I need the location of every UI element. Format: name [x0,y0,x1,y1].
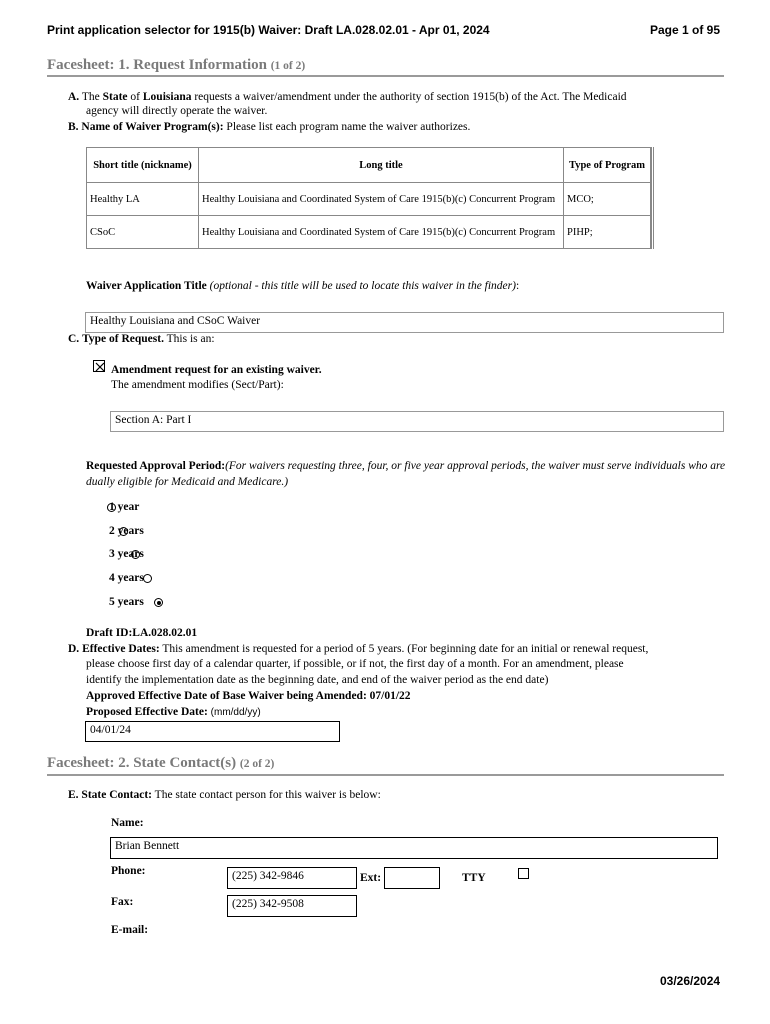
item-a-text2: of [130,91,141,103]
name-input[interactable]: Brian Bennett [110,837,718,859]
ext-label [360,872,381,884]
draft-id [86,627,197,639]
item-e-bold: State Contact: [81,789,152,801]
item-a-label: A. [68,91,80,103]
item-c-text: This is an: [166,333,215,345]
footer-date: 03/26/2024 [660,974,721,988]
radio-5-years[interactable] [154,598,163,607]
section-title-text: Facesheet: 2. State Contact(s) [47,755,237,771]
cell-type: MCO; [564,183,651,216]
item-c [68,333,215,345]
item-b [68,121,470,133]
option-2-years [109,525,144,537]
th-type-program: Type of Program [564,148,651,183]
section-title-request-information [47,57,305,74]
draft-id-text: Draft ID:LA.028.02.01 [86,627,198,639]
tty-checkbox[interactable] [518,868,529,879]
section-title-sub: (1 of 2) [270,60,306,72]
cell-type: PIHP; [564,216,651,249]
item-a-state-word: State [102,91,128,103]
approval-period-label: Requested Approval Period: [86,460,226,472]
ext-label-text: Ext: [360,872,382,884]
th-long-title: Long title [199,148,564,183]
approved-date [86,690,411,702]
option-5-years [109,596,144,608]
phone-label-text: Phone: [111,865,146,877]
program-table [86,147,651,249]
item-b-label: B. [68,121,79,133]
option-label: 5 years [109,596,144,608]
option-1-year [109,501,139,513]
item-b-text: Please list each program name the waiver authorizes. [226,121,471,133]
item-c-label: C. [68,333,80,345]
ext-input[interactable] [384,867,440,889]
item-a-text3: requests a waiver/amendment under the authority of section 1915(b) of the Act. The Medicaid [194,91,627,103]
page-number: Page 1 of 95 [650,23,721,37]
table-row [87,183,651,216]
item-a [68,90,728,105]
email-label [111,924,148,936]
item-b-bold: Name of Waiver Program(s): [81,121,224,133]
proposed-label: Proposed Effective Date: [86,706,208,718]
option-label: 3 years [109,548,144,560]
app-title-label-line [86,280,519,292]
item-d-label: D. [68,643,80,655]
proposed-date-label [86,706,261,718]
phone-input[interactable]: (225) 342-9846 [227,867,357,889]
item-d-text1: This amendment is requested for a period of 5 years. (For beginning date for an initial or renewal request, [162,643,649,655]
option-label: 1 year [109,501,140,513]
section-title-text: Facesheet: 1. Request Information [47,57,267,73]
program-table-wrapper [86,147,654,249]
amendment-label [111,364,322,376]
proposed-hint: (mm/dd/yy) [210,707,261,718]
section-divider [47,75,724,77]
item-d-bold: Effective Dates: [82,643,160,655]
fax-input[interactable]: (225) 342-9508 [227,895,357,917]
modifies-label: The amendment modifies (Sect/Part): [111,379,284,391]
section-title-state-contacts [47,755,274,772]
item-e-text: The state contact person for this waiver is below: [154,789,381,801]
amendment-label-text: Amendment request for an existing waiver. [111,364,322,376]
th-short-title: Short title (nickname) [87,148,199,183]
option-label: 2 years [109,525,144,537]
cell-short: Healthy LA [87,183,199,216]
tty-label [462,872,486,884]
item-e-label: E. [68,789,79,801]
item-d-text3: identify the implementation date as the beginning date, and end of the waiver period as the end date) [86,674,549,686]
app-title-label: Waiver Application Title [86,280,207,292]
name-label-text: Name: [111,817,144,829]
item-a-text1: The [81,91,100,103]
tty-label-text: TTY [462,872,486,884]
app-title-colon: : [515,280,520,292]
name-label [111,817,144,829]
cell-long: Healthy Louisiana and Coordinated System of Care 1915(b)(c) Concurrent Program [199,183,564,216]
table-header-row [87,148,651,183]
fax-label-text: Fax: [111,896,134,908]
item-a-line2: agency will directly operate the waiver. [86,105,268,117]
item-d [68,643,648,655]
item-c-bold: Type of Request. [82,333,164,345]
approved-date-text: Approved Effective Date of Base Waiver being Amended: 07/01/22 [86,690,411,702]
fax-label [111,896,133,908]
checkbox-x-icon [94,361,106,373]
app-title-hint: (optional - this title will be used to locate this waiver in the finder) [209,280,516,292]
cell-long: Healthy Louisiana and Coordinated System of Care 1915(b)(c) Concurrent Program [199,216,564,249]
approval-period-hint: (For waivers requesting three, four, or five year approval periods, the waiver must serve individuals who are dually eligible for Medicaid and Medicare.) [86,460,726,488]
option-4-years [109,572,144,584]
section-title-sub: (2 of 2) [239,758,275,770]
page-header-title: Print application selector for 1915(b) Waiver: Draft LA.028.02.01 - Apr 01, 2024 [47,23,490,37]
proposed-date-input[interactable]: 04/01/24 [85,721,340,742]
phone-label [111,865,146,877]
email-label-text: E-mail: [111,924,149,936]
app-title-input[interactable]: Healthy Louisiana and CSoC Waiver [85,312,724,333]
approval-period-text [86,458,726,490]
table-row [87,216,651,249]
option-label: 4 years [109,572,144,584]
item-d-text2: please choose first day of a calendar quarter, if possible, or if not, the first day of a month. For an amendment, please [86,658,624,670]
option-3-years [109,548,144,560]
item-a-state-name: Louisiana [142,91,192,103]
amendment-checkbox[interactable] [93,360,105,372]
cell-short: CSoC [87,216,199,249]
modifies-input[interactable]: Section A: Part I [110,411,724,432]
section-divider [47,774,724,776]
item-e [68,789,381,801]
